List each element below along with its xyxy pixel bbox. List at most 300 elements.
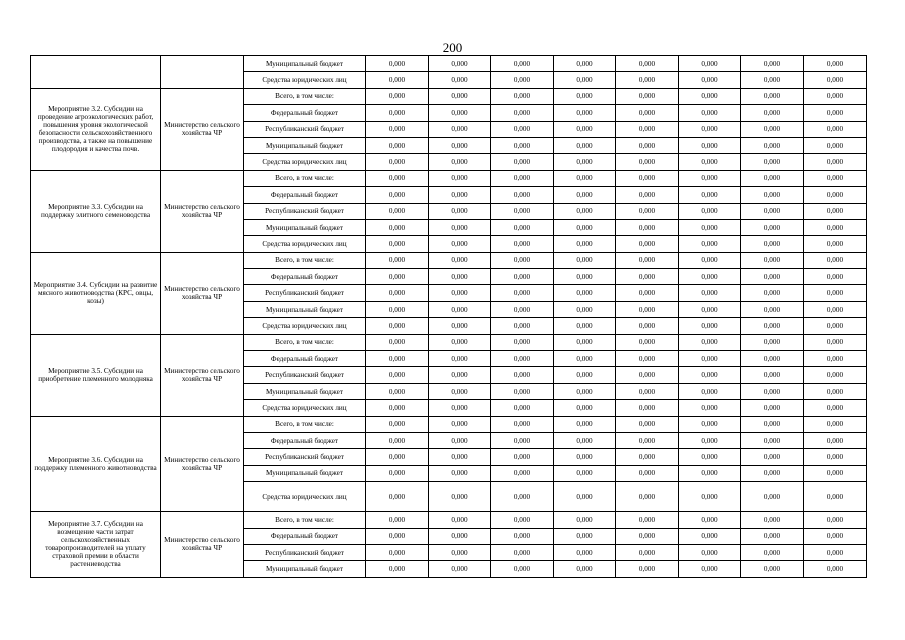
value-cell: 0,000 bbox=[429, 285, 491, 301]
value-cell: 0,000 bbox=[804, 465, 867, 481]
value-cell: 0,000 bbox=[429, 121, 491, 137]
event-name-cell bbox=[31, 56, 161, 89]
value-cell: 0,000 bbox=[741, 236, 804, 252]
value-cell: 0,000 bbox=[804, 269, 867, 285]
value-cell: 0,000 bbox=[554, 252, 616, 268]
value-cell: 0,000 bbox=[804, 137, 867, 153]
value-cell: 0,000 bbox=[616, 400, 679, 416]
value-cell: 0,000 bbox=[491, 544, 554, 560]
value-cell: 0,000 bbox=[491, 236, 554, 252]
value-cell: 0,000 bbox=[491, 187, 554, 203]
value-cell: 0,000 bbox=[554, 137, 616, 153]
value-cell: 0,000 bbox=[429, 400, 491, 416]
value-cell: 0,000 bbox=[741, 383, 804, 399]
value-cell: 0,000 bbox=[491, 367, 554, 383]
value-cell: 0,000 bbox=[741, 561, 804, 577]
funding-source-cell: Республиканский бюджет bbox=[244, 367, 366, 383]
value-cell: 0,000 bbox=[741, 105, 804, 121]
value-cell: 0,000 bbox=[679, 318, 741, 334]
value-cell: 0,000 bbox=[741, 301, 804, 317]
value-cell: 0,000 bbox=[679, 269, 741, 285]
funding-source-cell: Средства юридических лиц bbox=[244, 236, 366, 252]
value-cell: 0,000 bbox=[491, 269, 554, 285]
value-cell: 0,000 bbox=[804, 285, 867, 301]
value-cell: 0,000 bbox=[366, 285, 429, 301]
value-cell: 0,000 bbox=[679, 72, 741, 88]
value-cell: 0,000 bbox=[741, 203, 804, 219]
value-cell: 0,000 bbox=[741, 367, 804, 383]
value-cell: 0,000 bbox=[679, 187, 741, 203]
value-cell: 0,000 bbox=[429, 482, 491, 512]
value-cell: 0,000 bbox=[616, 154, 679, 170]
value-cell: 0,000 bbox=[804, 88, 867, 104]
value-cell: 0,000 bbox=[366, 512, 429, 528]
value-cell: 0,000 bbox=[491, 449, 554, 465]
value-cell: 0,000 bbox=[491, 482, 554, 512]
value-cell: 0,000 bbox=[616, 203, 679, 219]
value-cell: 0,000 bbox=[616, 512, 679, 528]
value-cell: 0,000 bbox=[491, 301, 554, 317]
value-cell: 0,000 bbox=[429, 137, 491, 153]
value-cell: 0,000 bbox=[554, 512, 616, 528]
value-cell: 0,000 bbox=[804, 432, 867, 448]
value-cell: 0,000 bbox=[491, 252, 554, 268]
funding-source-cell: Всего, в том числе: bbox=[244, 88, 366, 104]
event-name-cell: Мероприятие 3.7. Субсидии на возмещение части затрат сельскохозяйственных товаропроизводителей на уплату страховой премии в области растениеводства bbox=[31, 512, 161, 578]
value-cell: 0,000 bbox=[741, 416, 804, 432]
value-cell: 0,000 bbox=[429, 252, 491, 268]
funding-source-cell: Муниципальный бюджет bbox=[244, 301, 366, 317]
value-cell: 0,000 bbox=[554, 236, 616, 252]
value-cell: 0,000 bbox=[554, 383, 616, 399]
value-cell: 0,000 bbox=[679, 416, 741, 432]
value-cell: 0,000 bbox=[366, 416, 429, 432]
value-cell: 0,000 bbox=[554, 121, 616, 137]
value-cell: 0,000 bbox=[616, 269, 679, 285]
funding-source-cell: Муниципальный бюджет bbox=[244, 219, 366, 235]
value-cell: 0,000 bbox=[679, 219, 741, 235]
value-cell: 0,000 bbox=[616, 432, 679, 448]
value-cell: 0,000 bbox=[491, 383, 554, 399]
value-cell: 0,000 bbox=[366, 528, 429, 544]
funding-source-cell: Всего, в том числе: bbox=[244, 170, 366, 186]
value-cell: 0,000 bbox=[366, 154, 429, 170]
funding-source-cell: Всего, в том числе: bbox=[244, 334, 366, 350]
value-cell: 0,000 bbox=[366, 482, 429, 512]
value-cell: 0,000 bbox=[429, 236, 491, 252]
value-cell: 0,000 bbox=[804, 105, 867, 121]
funding-source-cell: Республиканский бюджет bbox=[244, 544, 366, 560]
funding-source-cell: Средства юридических лиц bbox=[244, 318, 366, 334]
value-cell: 0,000 bbox=[679, 383, 741, 399]
value-cell: 0,000 bbox=[554, 416, 616, 432]
value-cell: 0,000 bbox=[491, 105, 554, 121]
executor-cell bbox=[161, 56, 244, 89]
value-cell: 0,000 bbox=[429, 154, 491, 170]
value-cell: 0,000 bbox=[554, 187, 616, 203]
funding-source-cell: Муниципальный бюджет bbox=[244, 561, 366, 577]
value-cell: 0,000 bbox=[554, 269, 616, 285]
value-cell: 0,000 bbox=[679, 137, 741, 153]
value-cell: 0,000 bbox=[366, 121, 429, 137]
value-cell: 0,000 bbox=[429, 383, 491, 399]
table-row bbox=[31, 56, 867, 72]
value-cell: 0,000 bbox=[429, 544, 491, 560]
value-cell: 0,000 bbox=[491, 561, 554, 577]
funding-source-cell: Федеральный бюджет bbox=[244, 351, 366, 367]
value-cell: 0,000 bbox=[741, 528, 804, 544]
table-row bbox=[31, 252, 867, 268]
value-cell: 0,000 bbox=[429, 318, 491, 334]
value-cell: 0,000 bbox=[366, 449, 429, 465]
value-cell: 0,000 bbox=[804, 187, 867, 203]
value-cell: 0,000 bbox=[679, 105, 741, 121]
value-cell: 0,000 bbox=[741, 318, 804, 334]
funding-source-cell: Республиканский бюджет bbox=[244, 121, 366, 137]
value-cell: 0,000 bbox=[491, 512, 554, 528]
value-cell: 0,000 bbox=[491, 56, 554, 72]
value-cell: 0,000 bbox=[366, 318, 429, 334]
table-row bbox=[31, 416, 867, 432]
value-cell: 0,000 bbox=[429, 56, 491, 72]
value-cell: 0,000 bbox=[804, 72, 867, 88]
value-cell: 0,000 bbox=[741, 170, 804, 186]
value-cell: 0,000 bbox=[366, 72, 429, 88]
executor-cell: Министерство сельского хозяйства ЧР bbox=[161, 88, 244, 170]
value-cell: 0,000 bbox=[366, 544, 429, 560]
value-cell: 0,000 bbox=[804, 121, 867, 137]
value-cell: 0,000 bbox=[804, 170, 867, 186]
executor-cell: Министерство сельского хозяйства ЧР bbox=[161, 512, 244, 578]
value-cell: 0,000 bbox=[554, 400, 616, 416]
value-cell: 0,000 bbox=[741, 285, 804, 301]
value-cell: 0,000 bbox=[491, 72, 554, 88]
value-cell: 0,000 bbox=[616, 137, 679, 153]
table-row bbox=[31, 334, 867, 350]
value-cell: 0,000 bbox=[679, 449, 741, 465]
value-cell: 0,000 bbox=[679, 203, 741, 219]
value-cell: 0,000 bbox=[679, 528, 741, 544]
value-cell: 0,000 bbox=[491, 351, 554, 367]
value-cell: 0,000 bbox=[804, 561, 867, 577]
value-cell: 0,000 bbox=[554, 56, 616, 72]
value-cell: 0,000 bbox=[741, 252, 804, 268]
value-cell: 0,000 bbox=[804, 219, 867, 235]
event-name-cell: Мероприятие 3.3. Субсидии на поддержку элитного семеноводства bbox=[31, 170, 161, 252]
value-cell: 0,000 bbox=[554, 465, 616, 481]
value-cell: 0,000 bbox=[616, 367, 679, 383]
value-cell: 0,000 bbox=[491, 528, 554, 544]
value-cell: 0,000 bbox=[804, 334, 867, 350]
value-cell: 0,000 bbox=[429, 170, 491, 186]
executor-cell: Министерство сельского хозяйства ЧР bbox=[161, 334, 244, 416]
value-cell: 0,000 bbox=[491, 432, 554, 448]
value-cell: 0,000 bbox=[554, 544, 616, 560]
value-cell: 0,000 bbox=[616, 449, 679, 465]
value-cell: 0,000 bbox=[366, 252, 429, 268]
value-cell: 0,000 bbox=[554, 318, 616, 334]
value-cell: 0,000 bbox=[616, 72, 679, 88]
value-cell: 0,000 bbox=[554, 367, 616, 383]
value-cell: 0,000 bbox=[741, 72, 804, 88]
value-cell: 0,000 bbox=[804, 203, 867, 219]
value-cell: 0,000 bbox=[429, 187, 491, 203]
value-cell: 0,000 bbox=[616, 416, 679, 432]
value-cell: 0,000 bbox=[679, 465, 741, 481]
value-cell: 0,000 bbox=[804, 544, 867, 560]
funding-source-cell: Всего, в том числе: bbox=[244, 512, 366, 528]
value-cell: 0,000 bbox=[366, 137, 429, 153]
funding-source-cell: Всего, в том числе: bbox=[244, 416, 366, 432]
funding-source-cell: Муниципальный бюджет bbox=[244, 137, 366, 153]
value-cell: 0,000 bbox=[679, 56, 741, 72]
value-cell: 0,000 bbox=[741, 187, 804, 203]
value-cell: 0,000 bbox=[804, 236, 867, 252]
value-cell: 0,000 bbox=[366, 88, 429, 104]
value-cell: 0,000 bbox=[491, 219, 554, 235]
value-cell: 0,000 bbox=[366, 269, 429, 285]
value-cell: 0,000 bbox=[554, 432, 616, 448]
value-cell: 0,000 bbox=[429, 72, 491, 88]
value-cell: 0,000 bbox=[554, 561, 616, 577]
value-cell: 0,000 bbox=[616, 285, 679, 301]
value-cell: 0,000 bbox=[741, 544, 804, 560]
table-row bbox=[31, 170, 867, 186]
value-cell: 0,000 bbox=[491, 88, 554, 104]
value-cell: 0,000 bbox=[616, 252, 679, 268]
funding-source-cell: Республиканский бюджет bbox=[244, 285, 366, 301]
value-cell: 0,000 bbox=[366, 383, 429, 399]
value-cell: 0,000 bbox=[429, 351, 491, 367]
funding-source-cell: Республиканский бюджет bbox=[244, 203, 366, 219]
value-cell: 0,000 bbox=[616, 301, 679, 317]
value-cell: 0,000 bbox=[804, 482, 867, 512]
value-cell: 0,000 bbox=[679, 236, 741, 252]
value-cell: 0,000 bbox=[429, 416, 491, 432]
value-cell: 0,000 bbox=[554, 219, 616, 235]
value-cell: 0,000 bbox=[366, 56, 429, 72]
value-cell: 0,000 bbox=[429, 512, 491, 528]
value-cell: 0,000 bbox=[429, 203, 491, 219]
budget-table bbox=[30, 55, 867, 578]
funding-source-cell: Федеральный бюджет bbox=[244, 105, 366, 121]
value-cell: 0,000 bbox=[679, 154, 741, 170]
funding-source-cell: Муниципальный бюджет bbox=[244, 56, 366, 72]
value-cell: 0,000 bbox=[741, 432, 804, 448]
value-cell: 0,000 bbox=[616, 465, 679, 481]
value-cell: 0,000 bbox=[616, 544, 679, 560]
value-cell: 0,000 bbox=[616, 88, 679, 104]
value-cell: 0,000 bbox=[429, 88, 491, 104]
funding-source-cell: Федеральный бюджет bbox=[244, 432, 366, 448]
value-cell: 0,000 bbox=[429, 561, 491, 577]
value-cell: 0,000 bbox=[554, 170, 616, 186]
table-row bbox=[31, 88, 867, 104]
value-cell: 0,000 bbox=[366, 400, 429, 416]
value-cell: 0,000 bbox=[366, 561, 429, 577]
value-cell: 0,000 bbox=[616, 561, 679, 577]
value-cell: 0,000 bbox=[741, 482, 804, 512]
funding-source-cell: Республиканский бюджет bbox=[244, 449, 366, 465]
value-cell: 0,000 bbox=[366, 334, 429, 350]
value-cell: 0,000 bbox=[804, 512, 867, 528]
value-cell: 0,000 bbox=[679, 432, 741, 448]
value-cell: 0,000 bbox=[679, 170, 741, 186]
executor-cell: Министерство сельского хозяйства ЧР bbox=[161, 170, 244, 252]
value-cell: 0,000 bbox=[679, 561, 741, 577]
value-cell: 0,000 bbox=[429, 449, 491, 465]
value-cell: 0,000 bbox=[429, 367, 491, 383]
value-cell: 0,000 bbox=[429, 528, 491, 544]
value-cell: 0,000 bbox=[804, 416, 867, 432]
value-cell: 0,000 bbox=[491, 465, 554, 481]
value-cell: 0,000 bbox=[804, 252, 867, 268]
value-cell: 0,000 bbox=[429, 105, 491, 121]
value-cell: 0,000 bbox=[554, 105, 616, 121]
value-cell: 0,000 bbox=[429, 301, 491, 317]
value-cell: 0,000 bbox=[741, 154, 804, 170]
value-cell: 0,000 bbox=[741, 56, 804, 72]
value-cell: 0,000 bbox=[741, 269, 804, 285]
value-cell: 0,000 bbox=[741, 512, 804, 528]
value-cell: 0,000 bbox=[616, 351, 679, 367]
value-cell: 0,000 bbox=[679, 482, 741, 512]
value-cell: 0,000 bbox=[366, 465, 429, 481]
event-name-cell: Мероприятие 3.2. Субсидии на проведение агроэкологических работ, повышения уровня экологической безопасности сельскохозяйственного производства, а также на повышение плодородия и качества почв. bbox=[31, 88, 161, 170]
value-cell: 0,000 bbox=[491, 400, 554, 416]
value-cell: 0,000 bbox=[554, 203, 616, 219]
value-cell: 0,000 bbox=[429, 334, 491, 350]
funding-source-cell: Средства юридических лиц bbox=[244, 400, 366, 416]
value-cell: 0,000 bbox=[554, 449, 616, 465]
value-cell: 0,000 bbox=[804, 367, 867, 383]
value-cell: 0,000 bbox=[804, 528, 867, 544]
value-cell: 0,000 bbox=[554, 72, 616, 88]
value-cell: 0,000 bbox=[616, 334, 679, 350]
value-cell: 0,000 bbox=[491, 154, 554, 170]
value-cell: 0,000 bbox=[554, 482, 616, 512]
value-cell: 0,000 bbox=[741, 137, 804, 153]
value-cell: 0,000 bbox=[429, 269, 491, 285]
value-cell: 0,000 bbox=[491, 285, 554, 301]
value-cell: 0,000 bbox=[491, 137, 554, 153]
value-cell: 0,000 bbox=[491, 170, 554, 186]
funding-source-cell: Федеральный бюджет bbox=[244, 269, 366, 285]
value-cell: 0,000 bbox=[366, 219, 429, 235]
value-cell: 0,000 bbox=[366, 367, 429, 383]
funding-source-cell: Средства юридических лиц bbox=[244, 482, 366, 512]
executor-cell: Министерство сельского хозяйства ЧР bbox=[161, 252, 244, 334]
funding-source-cell: Средства юридических лиц bbox=[244, 72, 366, 88]
value-cell: 0,000 bbox=[741, 334, 804, 350]
value-cell: 0,000 bbox=[804, 400, 867, 416]
value-cell: 0,000 bbox=[554, 154, 616, 170]
value-cell: 0,000 bbox=[554, 301, 616, 317]
value-cell: 0,000 bbox=[491, 203, 554, 219]
value-cell: 0,000 bbox=[804, 56, 867, 72]
value-cell: 0,000 bbox=[741, 465, 804, 481]
page-number: 200 bbox=[442, 40, 463, 55]
value-cell: 0,000 bbox=[366, 203, 429, 219]
value-cell: 0,000 bbox=[366, 187, 429, 203]
value-cell: 0,000 bbox=[679, 544, 741, 560]
value-cell: 0,000 bbox=[616, 383, 679, 399]
funding-source-cell: Федеральный бюджет bbox=[244, 187, 366, 203]
value-cell: 0,000 bbox=[554, 88, 616, 104]
value-cell: 0,000 bbox=[616, 482, 679, 512]
value-cell: 0,000 bbox=[804, 154, 867, 170]
value-cell: 0,000 bbox=[804, 449, 867, 465]
value-cell: 0,000 bbox=[554, 334, 616, 350]
value-cell: 0,000 bbox=[616, 56, 679, 72]
value-cell: 0,000 bbox=[491, 416, 554, 432]
funding-source-cell: Средства юридических лиц bbox=[244, 154, 366, 170]
value-cell: 0,000 bbox=[616, 236, 679, 252]
value-cell: 0,000 bbox=[741, 449, 804, 465]
value-cell: 0,000 bbox=[679, 512, 741, 528]
funding-source-cell: Федеральный бюджет bbox=[244, 528, 366, 544]
value-cell: 0,000 bbox=[366, 301, 429, 317]
value-cell: 0,000 bbox=[616, 318, 679, 334]
value-cell: 0,000 bbox=[679, 285, 741, 301]
value-cell: 0,000 bbox=[616, 105, 679, 121]
event-name-cell: Мероприятие 3.4. Субсидии на развитие мясного животноводства (КРС, овцы, козы) bbox=[31, 252, 161, 334]
value-cell: 0,000 bbox=[554, 351, 616, 367]
funding-source-cell: Муниципальный бюджет bbox=[244, 465, 366, 481]
value-cell: 0,000 bbox=[366, 236, 429, 252]
value-cell: 0,000 bbox=[366, 170, 429, 186]
value-cell: 0,000 bbox=[679, 400, 741, 416]
value-cell: 0,000 bbox=[741, 121, 804, 137]
event-name-cell: Мероприятие 3.6. Субсидии на поддержку племенного животноводства bbox=[31, 416, 161, 512]
value-cell: 0,000 bbox=[616, 528, 679, 544]
funding-source-cell: Всего, в том числе: bbox=[244, 252, 366, 268]
value-cell: 0,000 bbox=[679, 88, 741, 104]
executor-cell: Министерство сельского хозяйства ЧР bbox=[161, 416, 244, 512]
value-cell: 0,000 bbox=[804, 301, 867, 317]
event-name-cell: Мероприятие 3.5. Субсидии на приобретение племенного молодняка bbox=[31, 334, 161, 416]
value-cell: 0,000 bbox=[366, 105, 429, 121]
value-cell: 0,000 bbox=[679, 334, 741, 350]
value-cell: 0,000 bbox=[429, 432, 491, 448]
value-cell: 0,000 bbox=[679, 301, 741, 317]
value-cell: 0,000 bbox=[616, 219, 679, 235]
value-cell: 0,000 bbox=[679, 367, 741, 383]
value-cell: 0,000 bbox=[679, 252, 741, 268]
value-cell: 0,000 bbox=[741, 219, 804, 235]
value-cell: 0,000 bbox=[679, 351, 741, 367]
value-cell: 0,000 bbox=[491, 318, 554, 334]
value-cell: 0,000 bbox=[679, 121, 741, 137]
table-row bbox=[31, 512, 867, 528]
value-cell: 0,000 bbox=[616, 187, 679, 203]
value-cell: 0,000 bbox=[429, 465, 491, 481]
value-cell: 0,000 bbox=[491, 334, 554, 350]
value-cell: 0,000 bbox=[554, 528, 616, 544]
value-cell: 0,000 bbox=[804, 383, 867, 399]
value-cell: 0,000 bbox=[741, 351, 804, 367]
value-cell: 0,000 bbox=[554, 285, 616, 301]
value-cell: 0,000 bbox=[366, 432, 429, 448]
value-cell: 0,000 bbox=[741, 88, 804, 104]
value-cell: 0,000 bbox=[804, 351, 867, 367]
funding-source-cell: Муниципальный бюджет bbox=[244, 383, 366, 399]
value-cell: 0,000 bbox=[366, 351, 429, 367]
value-cell: 0,000 bbox=[741, 400, 804, 416]
value-cell: 0,000 bbox=[616, 121, 679, 137]
value-cell: 0,000 bbox=[616, 170, 679, 186]
table-body bbox=[31, 56, 867, 578]
